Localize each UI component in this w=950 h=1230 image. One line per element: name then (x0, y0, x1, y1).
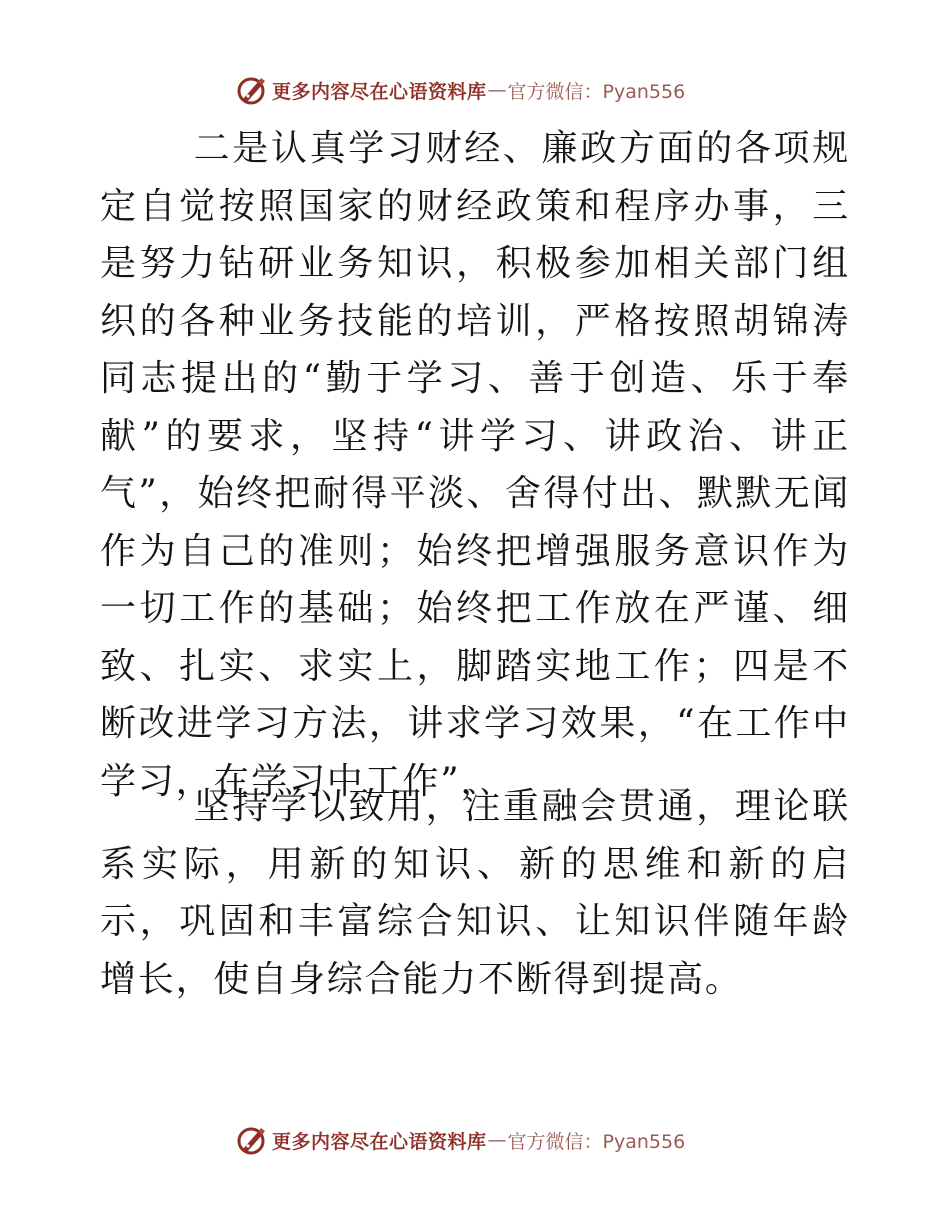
footer-banner (234, 1122, 685, 1158)
header-banner (234, 72, 685, 108)
footer-title: 更多内容尽在心语资料库 (272, 1130, 487, 1153)
header-wechat: 官方微信：Pyan556 (507, 80, 686, 103)
footer-dash: — (487, 1129, 507, 1151)
paragraph-2: 坚持学以致用，注重融会贯通，理论联系实际，用新的知识、新的思维和新的启示，巩固和丰富综合知识、让知识伴随年龄增长，使自身综合能力不断得到提高。 (100, 786, 850, 1000)
header-title: 更多内容尽在心语资料库 (272, 80, 487, 103)
pen-circle-icon (234, 1123, 268, 1157)
body-section-2 (100, 778, 850, 1008)
footer-wechat: 官方微信：Pyan556 (507, 1130, 686, 1153)
paragraph-1: 二是认真学习财经、廉政方面的各项规定自觉按照国家的财经政策和程序办事，三是努力钻研业务知识，积极参加相关部门组织的各种业务技能的培训，严格按照胡锦涛同志提出的“勤于学习、善于创造、乐于奉献”的要求，坚持“讲学习、讲政治、讲正气”，始终把耐得平淡、舍得付出、默默无闻作为自己的准则；始终把增强服务意识作为一切工作的基础；始终把工作放在严谨、细致、扎实、求实上，脚踏实地工作；四是不断改进学习方法，讲求学习效果，“在工作中学习，在学习中工作”， (100, 128, 850, 802)
header-dash: — (487, 79, 507, 101)
body-section-1 (100, 120, 850, 810)
pen-circle-icon (234, 73, 268, 107)
